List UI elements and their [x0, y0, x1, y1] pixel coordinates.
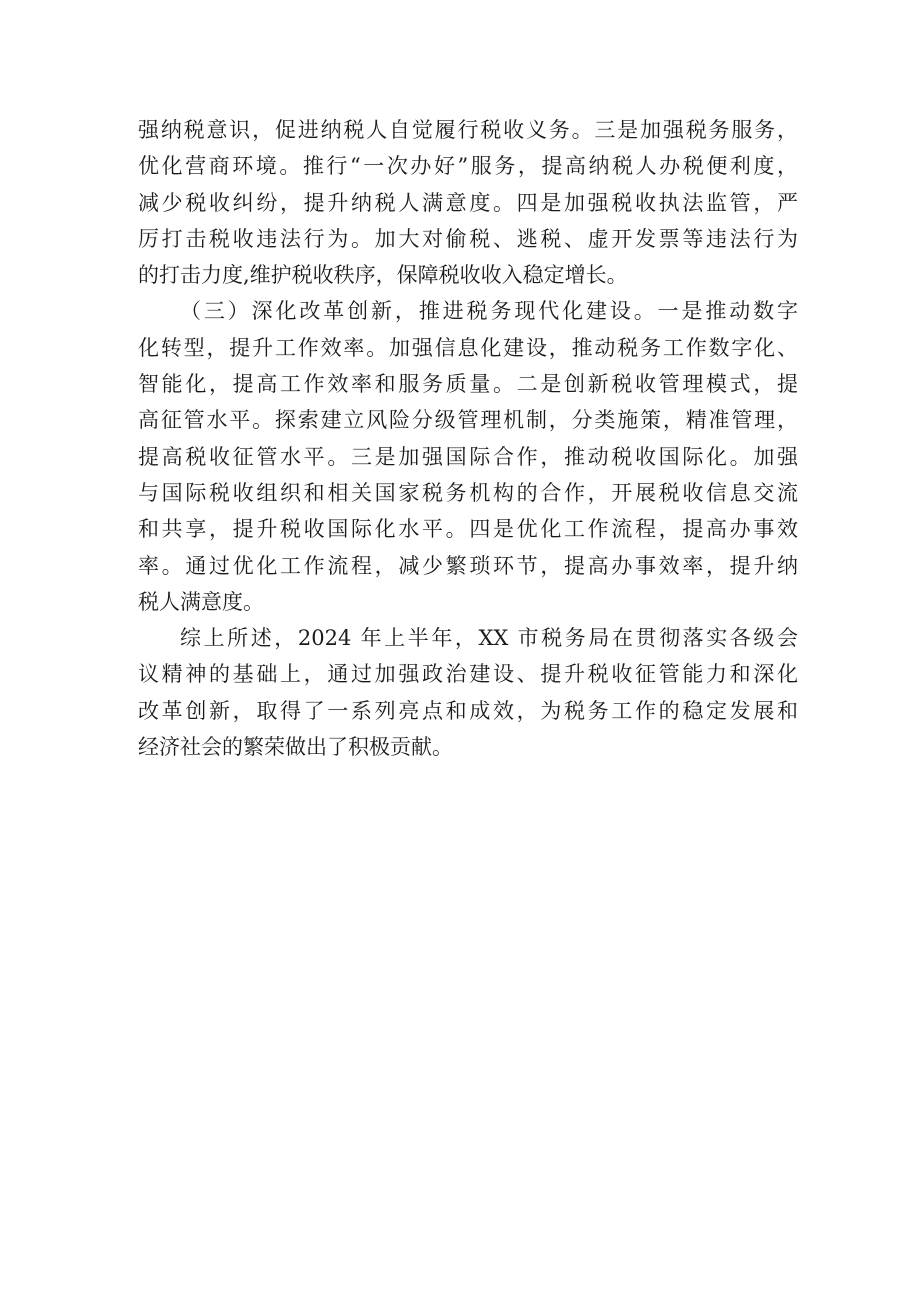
text-line: 率。通过优化工作流程，减少繁琐环节，提高办事效率，提升纳: [138, 553, 798, 578]
document-body: [138, 112, 798, 765]
text-line: 经济社会的繁荣做出了积极贡献。: [138, 735, 453, 760]
paragraph-summary: [138, 620, 798, 765]
text-line: 智能化，提高工作效率和服务质量。二是创新税收管理模式，提: [138, 372, 798, 397]
text-line: 议精神的基础上，通过加强政治建设、提升税收征管能力和深化: [138, 662, 798, 687]
text-line: 优化营商环境。推行“一次办好”服务，提高纳税人办税便利度，: [138, 154, 798, 179]
paragraph-tax-service: [138, 112, 798, 293]
text-line: 税人满意度。: [138, 589, 264, 614]
text-line: 的打击力度,维护税收秩序，保障税收收入稳定增长。: [138, 263, 628, 288]
text-line: 提高税收征管水平。三是加强国际合作，推动税收国际化。加强: [138, 444, 798, 469]
text-line: 强纳税意识，促进纳税人自觉履行税收义务。三是加强税务服务，: [138, 118, 798, 142]
text-line: 减少税收纠纷，提升纳税人满意度。四是加强税收执法监管，严: [138, 190, 798, 215]
text-line: （三）深化改革创新，推进税务现代化建设。一是推动数字: [180, 299, 798, 324]
text-line: 改革创新，取得了一系列亮点和成效，为税务工作的稳定发展和: [138, 698, 798, 723]
text-line: 化转型，提升工作效率。加强信息化建设，推动税务工作数字化、: [138, 335, 798, 360]
text-line: 厉打击税收违法行为。加大对偷税、逃税、虚开发票等违法行为: [138, 226, 798, 251]
text-line: 和共享，提升税收国际化水平。四是优化工作流程，提高办事效: [138, 517, 798, 542]
text-line: 综上所述，2024 年上半年，XX 市税务局在贯彻落实各级会: [180, 626, 798, 651]
text-line: 与国际税收组织和相关国家税务机构的合作，开展税收信息交流: [138, 480, 798, 505]
paragraph-reform-innovation: [138, 293, 798, 620]
text-line: 高征管水平。探索建立风险分级管理机制，分类施策，精准管理，: [138, 408, 798, 433]
